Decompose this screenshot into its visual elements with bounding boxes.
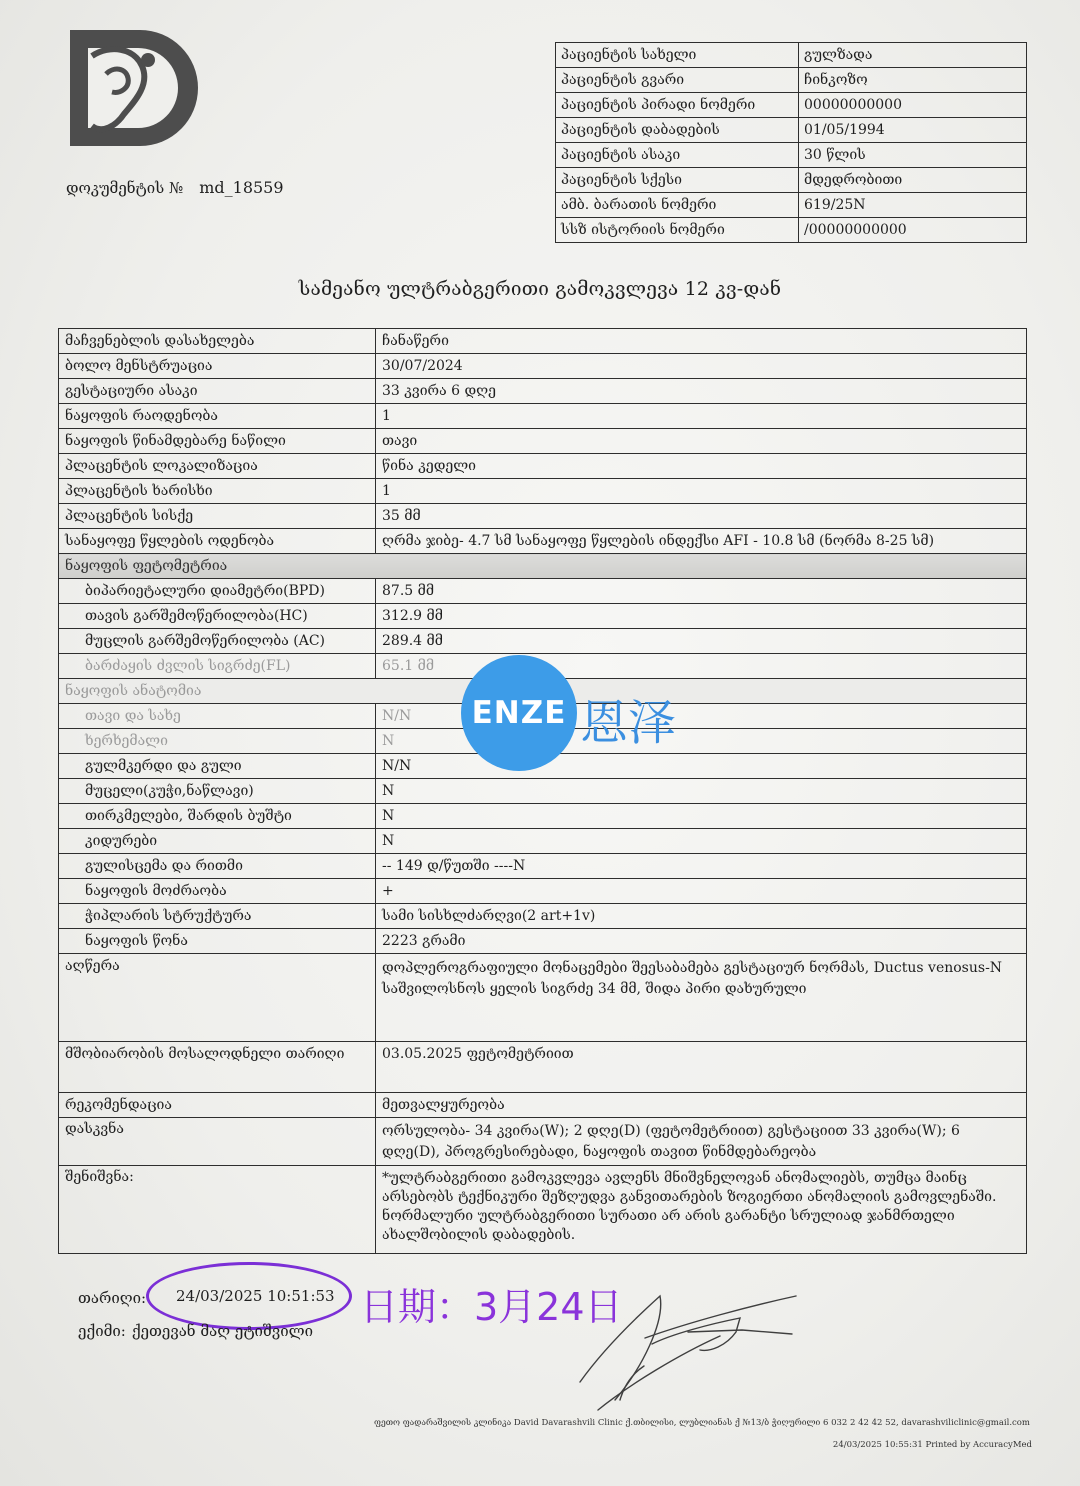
date-value: 24/03/2025 10:51:53 (176, 1287, 335, 1305)
section-label: ნაყოფის ფეტომეტრია (59, 554, 1027, 579)
row-value: ღრმა ჯიბე- 4.7 სმ სანაყოფე წყლების ინდექსი AFI - 10.8 სმ (ნორმა 8-25 სმ) (376, 529, 1027, 554)
row-value: ჩინკოზო (799, 68, 1027, 93)
table-row (59, 829, 1027, 854)
row-value: 30/07/2024 (376, 354, 1027, 379)
row-value: N (376, 729, 1027, 754)
row-value: გულზადა (799, 43, 1027, 68)
description-line: საშვილოსნოს ყელის სიგრძე 34 მმ, შიდა პირი დახურული (382, 981, 807, 997)
row-label: კიდურები (59, 829, 376, 854)
table-row (59, 1042, 1027, 1093)
row-value: 30 წლის (799, 143, 1027, 168)
row-value: 2223 გრამი (376, 929, 1027, 954)
row-value: *ულტრაბგერითი გამოკვლევა ავლენს მნიშვნელოვან ანომალიებს, თუმცა მაინც არსებობს ტექნიკური შეზღუდვა განვითარების ზოგიერთი ანომალიის გამოვლენაში. ნორმალური ულტრაბგერითი სურათი არ არის გარანტი სრულიად ჯანმრთელი ახალშობილის დაბადების. (376, 1166, 1027, 1254)
table-row (59, 404, 1027, 429)
row-value: 1 (376, 404, 1027, 429)
row-value: ორსულობა- 34 კვირა(W); 2 დღე(D) (ფეტომეტრიით) გესტაციით 33 კვირა(W); 6 დღე(D), პროგრესირებადი, ნაყოფის თავით წინმდებარეობა (376, 1118, 1027, 1166)
row-label: პაციენტის დაბადების (556, 118, 799, 143)
enze-watermark-logo (461, 655, 577, 771)
table-row (59, 929, 1027, 954)
row-value: /00000000000 (799, 218, 1027, 243)
row-value: N/N (376, 704, 1027, 729)
row-value: N (376, 829, 1027, 854)
row-label: აღწერა (59, 954, 376, 1042)
row-value (376, 954, 1027, 1042)
row-value: N (376, 779, 1027, 804)
row-label: ნაყოფის მოძრაობა (59, 879, 376, 904)
row-value: 65.1 მმ (376, 654, 1027, 679)
footer-printed-by: 24/03/2025 10:55:31 Printed by AccuracyMed (832, 1440, 1032, 1450)
row-label: თავის გარშემოწერილობა(HC) (59, 604, 376, 629)
table-row (59, 604, 1027, 629)
document-number-label: დოკუმენტის № (66, 179, 184, 197)
row-value: 87.5 მმ (376, 579, 1027, 604)
doctor-name: ქეთევან მაღ ეტიშვილი (131, 1322, 313, 1340)
row-value: თავი (376, 429, 1027, 454)
row-label: ბოლო მენსტრუაცია (59, 354, 376, 379)
table-row (59, 479, 1027, 504)
description-line: დოპლეროგრაფიული მონაცემები შეესაბამება გესტაციურ ნორმას, Ductus venosus-N (382, 960, 1003, 976)
footer-clinic-address: ფეთო ფადარაშვილის კლინიკა David Davarashvili Clinic ქ.თბილისი, ლუბლიანას ქ №13/ბ ჭიღურილი 6 032 2 42 42 52, davarashviliclinic@gmail.com (374, 1418, 1030, 1428)
doctor-line (78, 1322, 313, 1340)
row-label: გულისცემა და რითმი (59, 854, 376, 879)
row-value: 35 მმ (376, 504, 1027, 529)
document-number (66, 178, 284, 197)
row-value: -- 149 დ/წუთში ----N (376, 854, 1027, 879)
table-row (59, 454, 1027, 479)
section-header-fetometry (59, 554, 1027, 579)
row-label: სანაყოფე წყლების ოდენობა (59, 529, 376, 554)
row-value: 33 კვირა 6 დღე (376, 379, 1027, 404)
section-label: ნაყოფის ანატომია (59, 679, 1027, 704)
patient-info-table (555, 42, 1027, 243)
row-label: პლაცენტის სისქე (59, 504, 376, 529)
row-label: ხერხემალი (59, 729, 376, 754)
row-label: პაციენტის სქესი (556, 168, 799, 193)
table-row (59, 804, 1027, 829)
table-row (556, 168, 1027, 193)
table-row (59, 529, 1027, 554)
row-label: ნაყოფის რაოდენობა (59, 404, 376, 429)
watermark-logo-text: ENZE (471, 695, 567, 731)
table-row (556, 193, 1027, 218)
table-row (59, 354, 1027, 379)
clinic-logo-icon (62, 22, 202, 154)
row-value: N (376, 804, 1027, 829)
table-row (59, 904, 1027, 929)
row-value: მეთვალყურეობა (376, 1093, 1027, 1118)
row-value: 1 (376, 479, 1027, 504)
row-value: 01/05/1994 (799, 118, 1027, 143)
row-label: ნაყოფის წინამდებარე ნაწილი (59, 429, 376, 454)
row-label: შენიშვნა: (59, 1166, 376, 1254)
row-value: წინა კედელი (376, 454, 1027, 479)
row-value: ჩანაწერი (376, 329, 1027, 354)
row-label: პაციენტის ასაკი (556, 143, 799, 168)
table-row (556, 218, 1027, 243)
row-value: + (376, 879, 1027, 904)
row-label: გესტაციური ასაკი (59, 379, 376, 404)
row-value: 289.4 მმ (376, 629, 1027, 654)
table-row (59, 504, 1027, 529)
watermark-chinese-text: 恩泽 (580, 695, 677, 751)
row-label: ჭიპლარის სტრუქტურა (59, 904, 376, 929)
row-label: მუცლის გარშემოწერილობა (AC) (59, 629, 376, 654)
row-label: ამბ. ბარათის ნომერი (556, 193, 799, 218)
row-label: თირკმელები, შარდის ბუშტი (59, 804, 376, 829)
row-label: პაციენტის პირადი ნომერი (556, 93, 799, 118)
table-row (556, 118, 1027, 143)
row-label: მაჩვენებლის დასახელება (59, 329, 376, 354)
row-value: 619/25N (799, 193, 1027, 218)
row-label: ბარძაყის ძვლის სიგრძე(FL) (59, 654, 376, 679)
table-row (59, 954, 1027, 1042)
table-row (59, 854, 1027, 879)
date-highlight-ellipse (146, 1262, 352, 1330)
table-row (59, 879, 1027, 904)
doctor-label: ექიმი: (78, 1322, 126, 1340)
table-row (59, 379, 1027, 404)
row-label: პლაცენტის ხარისხი (59, 479, 376, 504)
row-label: პაციენტის გვარი (556, 68, 799, 93)
row-label: პაციენტის სახელი (556, 43, 799, 68)
row-label: გულმკერდი და გული (59, 754, 376, 779)
document-number-value: md_18559 (199, 178, 284, 197)
row-label: რეკომენდაცია (59, 1093, 376, 1118)
row-label: ნაყოფის წონა (59, 929, 376, 954)
signature (560, 1282, 820, 1422)
row-value: სამი სისხლძარღვი(2 art+1v) (376, 904, 1027, 929)
date-annotation: 日期：3月24日 (360, 1285, 623, 1329)
table-row (59, 1093, 1027, 1118)
row-label: მუცელი(კუჭი,ნაწლავი) (59, 779, 376, 804)
row-label: პლაცენტის ლოკალიზაცია (59, 454, 376, 479)
row-label: ბიპარიეტალური დიამეტრი(BPD) (59, 579, 376, 604)
table-row (59, 429, 1027, 454)
table-row (556, 43, 1027, 68)
table-row (59, 1166, 1027, 1254)
row-value: 312.9 მმ (376, 604, 1027, 629)
date-label: თარიღი: (78, 1289, 147, 1307)
table-row (59, 1118, 1027, 1166)
report-title: სამეანო ულტრაბგერითი გამოკვლევა 12 კვ-დან (298, 278, 782, 300)
row-label: დასკვნა (59, 1118, 376, 1166)
row-label: სსზ ისტორიის ნომერი (556, 218, 799, 243)
table-row (556, 68, 1027, 93)
row-label: თავი და სახე (59, 704, 376, 729)
table-row (59, 579, 1027, 604)
table-row (556, 143, 1027, 168)
table-header-row (59, 329, 1027, 354)
row-value: 00000000000 (799, 93, 1027, 118)
report-table (58, 328, 1027, 1254)
table-row (556, 93, 1027, 118)
row-value: N/N (376, 754, 1027, 779)
row-value: 03.05.2025 ფეტომეტრიით (376, 1042, 1027, 1093)
row-label: მშობიარობის მოსალოდნელი თარიღი (59, 1042, 376, 1093)
row-value: მდედრობითი (799, 168, 1027, 193)
table-row (59, 629, 1027, 654)
table-row (59, 779, 1027, 804)
